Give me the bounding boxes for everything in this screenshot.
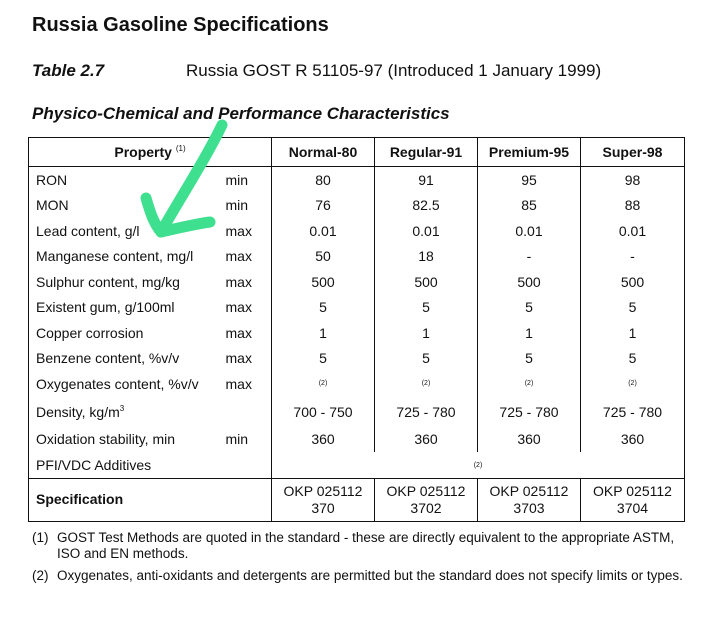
- value-cell: 5: [581, 346, 685, 372]
- header-row: [29, 138, 685, 167]
- value-cell: 500: [581, 269, 685, 295]
- table-row: [29, 218, 685, 244]
- value-cell: 0.01: [272, 218, 375, 244]
- value-cell: 360: [375, 427, 478, 453]
- value-cell: 0.01: [478, 218, 581, 244]
- value-cell: (2): [581, 371, 685, 397]
- value-cell: 91: [375, 167, 478, 193]
- section-heading: Physico-Chemical and Performance Characteristics: [32, 104, 450, 123]
- merged-value-cell: (2): [272, 452, 685, 478]
- grade-header: Super-98: [581, 138, 685, 167]
- table-row: [29, 452, 685, 478]
- property-cell: Manganese content, mg/l: [29, 244, 224, 270]
- limit-cell: max: [225, 222, 252, 239]
- value-cell: 360: [478, 427, 581, 453]
- value-cell: 5: [581, 295, 685, 321]
- specification-code: OKP 025112 370: [272, 478, 375, 521]
- value-cell: 88: [581, 193, 685, 219]
- limit-cell: max: [225, 375, 252, 392]
- limit-cell: max: [225, 248, 252, 265]
- property-cell: Sulphur content, mg/kg: [29, 269, 224, 295]
- value-cell: 0.01: [581, 218, 685, 244]
- value-cell: 725 - 780: [581, 397, 685, 427]
- table-row: [29, 427, 685, 453]
- property-footnote-ref: (1): [175, 144, 186, 153]
- value-cell: 82.5: [375, 193, 478, 219]
- specification-code: OKP 025112 3703: [478, 478, 581, 521]
- specification-blank-cell: [224, 478, 272, 521]
- value-cell: 500: [375, 269, 478, 295]
- value-cell: 50: [272, 244, 375, 270]
- table-row: [29, 295, 685, 321]
- footnotes: [32, 530, 692, 590]
- value-cell: 700 - 750: [272, 397, 375, 427]
- value-cell: 1: [478, 320, 581, 346]
- specification-code: OKP 025112 3702: [375, 478, 478, 521]
- value-cell: (2): [375, 371, 478, 397]
- footnote: [32, 568, 692, 584]
- table-row: [29, 269, 685, 295]
- footnote-text: GOST Test Methods are quoted in the standard - these are directly equivalent to the appropriate ASTM, ISO and EN methods.: [57, 530, 675, 561]
- page-title: Russia Gasoline Specifications: [32, 14, 329, 36]
- limit-cell: min: [225, 197, 249, 214]
- property-cell: Oxidation stability, min: [29, 427, 224, 453]
- value-cell: 725 - 780: [478, 397, 581, 427]
- limit-cell: [224, 452, 272, 478]
- property-cell: Lead content, g/l: [29, 218, 224, 244]
- grade-header: Premium-95: [478, 138, 581, 167]
- specification-row: [29, 478, 685, 521]
- table-row: [29, 346, 685, 372]
- value-cell: 500: [478, 269, 581, 295]
- value-cell: 5: [478, 295, 581, 321]
- value-cell: (2): [478, 371, 581, 397]
- value-cell: 5: [478, 346, 581, 372]
- limit-cell: max: [225, 273, 252, 290]
- limit-cell: min: [225, 431, 249, 448]
- footnote-number: (2): [32, 568, 49, 583]
- value-cell: -: [581, 244, 685, 270]
- value-cell: (2): [272, 371, 375, 397]
- value-cell: 360: [581, 427, 685, 453]
- value-cell: 18: [375, 244, 478, 270]
- value-cell: 5: [272, 295, 375, 321]
- table-row: [29, 167, 685, 193]
- value-cell: 1: [375, 320, 478, 346]
- value-cell: 5: [375, 295, 478, 321]
- limit-cell: max: [225, 324, 252, 341]
- limit-cell: max: [225, 299, 252, 316]
- property-cell: Copper corrosion: [29, 320, 224, 346]
- limit-cell: min: [225, 171, 249, 188]
- value-cell: 98: [581, 167, 685, 193]
- property-cell: MON: [29, 193, 224, 219]
- footnote-text: Oxygenates, anti-oxidants and detergents are permitted but the standard does not specify limits or types.: [57, 568, 683, 583]
- value-cell: 76: [272, 193, 375, 219]
- table-body: [29, 167, 685, 479]
- table-row: [29, 244, 685, 270]
- property-header-label: Property: [114, 144, 172, 160]
- footnote: [32, 530, 692, 562]
- table-row: [29, 397, 685, 427]
- grade-header: Regular-91: [375, 138, 478, 167]
- limit-cell: max: [225, 350, 252, 367]
- value-cell: 725 - 780: [375, 397, 478, 427]
- value-cell: 5: [375, 346, 478, 372]
- table-label: Table 2.7: [32, 61, 105, 80]
- value-cell: 0.01: [375, 218, 478, 244]
- property-cell: Oxygenates content, %v/v: [29, 371, 224, 397]
- value-cell: 500: [272, 269, 375, 295]
- footnote-number: (1): [32, 530, 49, 545]
- specification-code: OKP 025112 3704: [581, 478, 685, 521]
- property-cell: Benzene content, %v/v: [29, 346, 224, 372]
- property-cell: Density, $kg/m^3$: [29, 397, 224, 427]
- property-cell: Existent gum, g/100ml: [29, 295, 224, 321]
- value-cell: 5: [272, 346, 375, 372]
- property-cell: PFI/VDC Additives: [29, 452, 224, 478]
- specification-label: Specification: [29, 478, 224, 521]
- specification-table: [28, 137, 685, 522]
- table-row: [29, 193, 685, 219]
- value-cell: 360: [272, 427, 375, 453]
- grade-header: Normal-80: [272, 138, 375, 167]
- table-row: [29, 371, 685, 397]
- value-cell: 80: [272, 167, 375, 193]
- property-header: [29, 138, 272, 167]
- table-row: [29, 320, 685, 346]
- value-cell: -: [478, 244, 581, 270]
- value-cell: 1: [272, 320, 375, 346]
- property-cell: RON: [29, 167, 224, 193]
- limit-cell: [224, 397, 272, 427]
- value-cell: 1: [581, 320, 685, 346]
- table-description: Russia GOST R 51105-97 (Introduced 1 January 1999): [186, 61, 602, 80]
- value-cell: 95: [478, 167, 581, 193]
- value-cell: 85: [478, 193, 581, 219]
